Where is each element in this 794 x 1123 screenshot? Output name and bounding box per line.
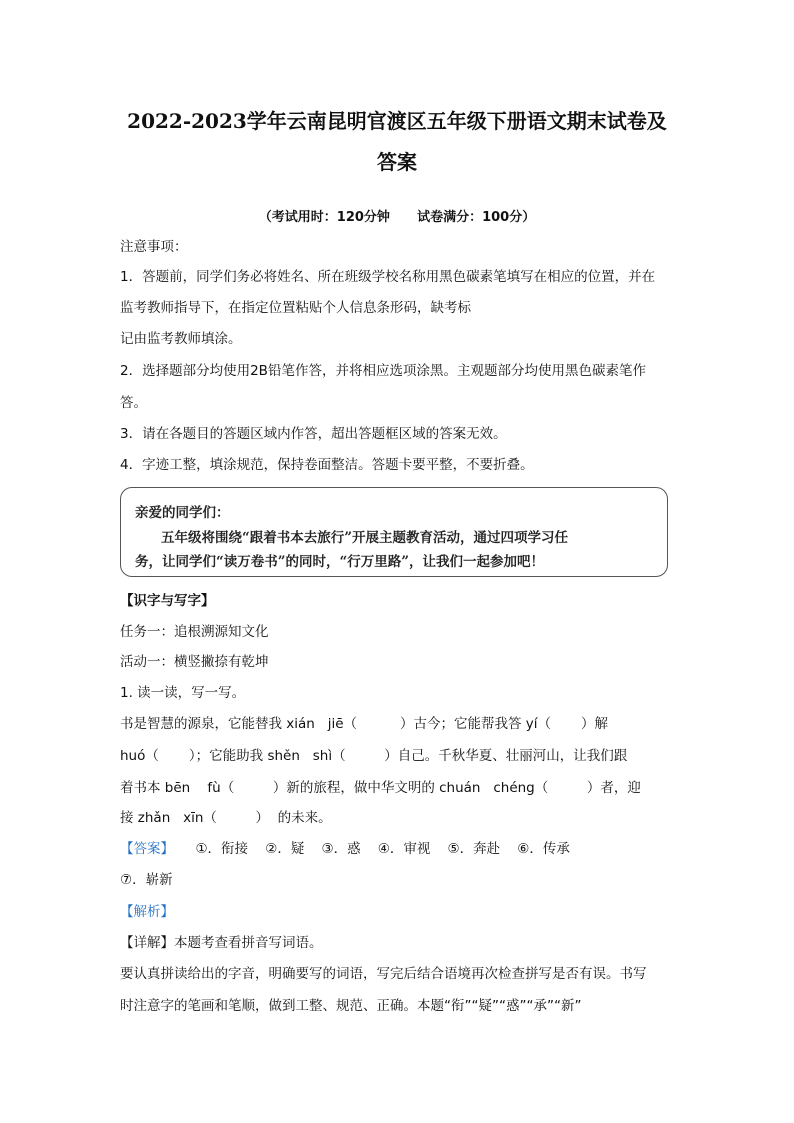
- question-label: 1. 读一读，写一写。: [120, 685, 246, 701]
- notice-line: 监考教师指导下，在指定位置粘贴个人信息条形码，缺考标: [120, 300, 471, 316]
- analysis-line: 要认真拼读给出的字音，明确要写的词语，写完后结合语境再次检查拼写是否有误。书写: [120, 966, 647, 982]
- document-title-cont: 答案: [377, 150, 417, 174]
- answer-row: [120, 840, 570, 858]
- question-line: 着书本 bēn fù（ ）新的旅程，做中华文明的 chuán chéng（ ）者，迎: [120, 780, 641, 796]
- notice-heading: 注意事项：: [120, 239, 188, 255]
- notice-line: 3．请在各题目的答题区域内作答，超出答题框区域的答案无效。: [120, 426, 507, 442]
- notice-line: 记由监考教师填涂。: [120, 331, 242, 347]
- intro-box: [120, 487, 668, 577]
- question-line: 书是智慧的源泉，它能替我 xián jiē（ ）古今；它能帮我答 yí（ ）解: [120, 716, 609, 732]
- notice-line: 2．选择题部分均使用2B铅笔作答，并将相应选项涂黑。主观题部分均使用黑色碳素笔作: [120, 363, 646, 379]
- question-line: 接 zhǎn xīn（ ） 的未来。: [120, 810, 332, 826]
- section-heading: 【识字与写字】: [120, 593, 215, 609]
- answer-label: 【答案】: [120, 841, 174, 857]
- task-label: 任务一：追根溯源知文化: [120, 624, 269, 640]
- answer-values: ①．衔接 ②．疑 ③．惑 ④．审视 ⑤．奔赴 ⑥．传承: [174, 841, 570, 857]
- analysis-line: 时注意字的笔画和笔顺，做到工整、规范、正确。本题“衔”“疑”“惑”“承”“新”: [120, 998, 582, 1014]
- exam-info: （考试用时：120分钟 试卷满分：100分）: [258, 210, 536, 225]
- notice-line: 4．字迹工整，填涂规范，保持卷面整洁。答题卡要平整，不要折叠。: [120, 457, 534, 473]
- notice-line: 1．答题前，同学们务必将姓名、所在班级学校名称用黑色碳素笔填写在相应的位置，并在: [120, 269, 656, 285]
- document-title: 2022-2023学年云南昆明官渡区五年级下册语文期末试卷及: [127, 109, 667, 133]
- question-line: huó（ ）；它能助我 shěn shì（ ）自己。千秋华夏、壮丽河山，让我们跟: [120, 748, 628, 764]
- box-line: 务，让同学们“读万卷书”的同时，“行万里路”，让我们一起参加吧！: [135, 554, 545, 570]
- analysis-label: 【解析】: [120, 904, 174, 920]
- activity-label: 活动一：横竖撇捺有乾坤: [120, 654, 269, 670]
- notice-line: 答。: [120, 395, 147, 411]
- analysis-detail: 【详解】本题考查看拼音写词语。: [120, 935, 323, 951]
- answer-values-cont: ⑦．崭新: [120, 872, 173, 888]
- box-greeting: 亲爱的同学们：: [135, 505, 230, 521]
- box-line: 五年级将围绕“跟着书本去旅行”开展主题教育活动，通过四项学习任: [161, 530, 569, 546]
